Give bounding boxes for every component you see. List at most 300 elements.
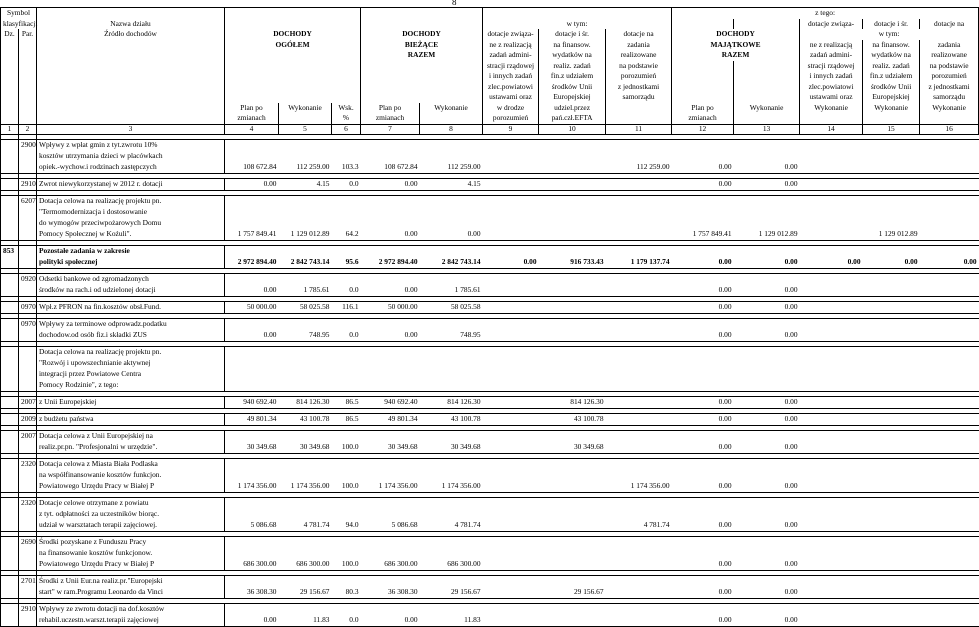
header-cell: Wykonanie [420,103,483,114]
value-cell: 0.00 [734,587,800,599]
value-cell [920,497,979,509]
value-cell [672,458,734,470]
source-name: polityki społecznej [37,257,225,269]
klasyfikacji-label: klasyfikacji [1,19,37,30]
value-cell: 0.00 [672,162,734,174]
value-cell [539,380,606,392]
value-cell [920,178,979,190]
value-cell [863,413,920,425]
value-cell [279,509,332,520]
value-cell [420,318,483,330]
header-cell [361,19,483,30]
header-cell [19,113,37,124]
dz-cell [1,330,19,342]
dz-cell [1,548,19,559]
value-cell: 686 300.00 [420,559,483,571]
value-cell: 0.00 [225,285,279,297]
header-cell: samorządu [920,92,979,103]
value-cell [483,139,539,151]
value-cell [734,273,800,285]
dz-cell [1,615,19,627]
value-cell [863,559,920,571]
value-cell [672,470,734,481]
value-cell [225,470,279,481]
value-cell [672,245,734,257]
header-cell [19,82,37,93]
value-cell [800,151,863,162]
value-cell [863,481,920,493]
dotacje-sr-label: fin.z udziałem [539,71,606,82]
source-name: dochodow.od osób fiz.i składki ZUS [37,330,225,342]
header-cell: dotacje związa- [800,19,863,30]
value-cell [483,245,539,257]
value-cell: 0.00 [800,257,863,269]
value-cell [863,245,920,257]
value-cell [672,536,734,548]
value-cell [279,195,332,207]
value-cell [420,195,483,207]
table-row [1,559,979,571]
value-cell [606,301,672,313]
value-cell [332,430,361,442]
header-cell: porozumień [920,71,979,82]
value-cell [361,548,420,559]
value-cell [920,587,979,599]
value-cell: 0.00 [672,520,734,532]
source-name: z tyt. odpłatności za uczestników biorąc. [37,509,225,520]
value-cell [606,430,672,442]
value-cell [800,346,863,358]
table-row [1,369,979,380]
value-cell: 4 781.74 [606,520,672,532]
value-cell: 4 781.74 [279,520,332,532]
header-cell [1,50,19,61]
value-cell [225,369,279,380]
symbol-label: Symbol [1,8,37,19]
value-cell: 0.00 [734,162,800,174]
value-cell: 11.83 [279,615,332,627]
value-cell [672,369,734,380]
value-cell [734,218,800,229]
value-cell: 86.5 [332,413,361,425]
value-cell: 0.00 [672,615,734,627]
value-cell [920,615,979,627]
table-row [1,301,979,313]
value-cell [225,207,279,218]
header-cell [734,92,800,103]
table-row [1,396,979,408]
value-cell [332,195,361,207]
value-cell [920,470,979,481]
header-row [1,92,979,103]
header-cell [19,61,37,72]
header-cell: zlec.powiatowi [800,82,863,93]
column-number: 6 [332,124,361,134]
value-cell: 0.00 [672,330,734,342]
header-cell: Wykonanie [863,103,920,114]
value-cell [279,318,332,330]
value-cell [420,346,483,358]
value-cell [483,536,539,548]
source-name: integracji przez Powiatowe Centra [37,369,225,380]
value-cell [361,497,420,509]
header-cell: udziel.przez [539,103,606,114]
value-cell [606,559,672,571]
value-cell [800,195,863,207]
value-cell: 64.2 [332,229,361,241]
value-cell [672,346,734,358]
dz-cell [1,575,19,587]
value-cell [332,575,361,587]
header-row [1,103,979,114]
value-cell [800,587,863,599]
value-cell: 1 174 356.00 [361,481,420,493]
header-row [1,82,979,93]
par-cell [19,509,37,520]
value-cell [734,497,800,509]
value-cell [420,575,483,587]
budget-table [0,7,979,627]
value-cell: 5 086.68 [361,520,420,532]
source-name: Dotacja celowa na realizację projektu pn. [37,195,225,207]
value-cell [483,162,539,174]
header-cell: środków Unii [863,82,920,93]
value-cell [800,318,863,330]
value-cell [734,430,800,442]
value-cell [800,615,863,627]
value-cell: 4.15 [279,178,332,190]
value-cell: 86.5 [332,396,361,408]
header-cell: zmianach [225,113,279,124]
value-cell: 29 156.67 [539,587,606,599]
value-cell [800,139,863,151]
value-cell: 1 129 012.89 [734,229,800,241]
par-cell: 0920 [19,273,37,285]
value-cell: 0.00 [361,229,420,241]
dz-cell [1,178,19,190]
table-row [1,520,979,532]
value-cell [920,413,979,425]
value-cell [606,497,672,509]
value-cell: 0.00 [672,413,734,425]
value-cell: 1 129 012.89 [279,229,332,241]
header-cell: Plan po [225,103,279,114]
value-cell [279,458,332,470]
par-cell: 0970 [19,301,37,313]
header-cell: na podstawie [920,61,979,72]
source-name: Środki z Unii Eur.na realiz.pr."Europejski [37,575,225,587]
value-cell: 43 100.78 [279,413,332,425]
header-row [1,50,979,61]
value-cell [279,380,332,392]
value-cell [800,520,863,532]
value-cell: 0.00 [361,330,420,342]
value-cell [361,358,420,369]
source-name: Zwrot niewykorzystanej w 2012 r. dotacji [37,178,225,190]
table-row [1,346,979,358]
value-cell: 916 733.43 [539,257,606,269]
header-cell [672,82,734,93]
value-cell [800,178,863,190]
header-cell [672,92,734,103]
dz-cell [1,257,19,269]
value-cell [606,536,672,548]
source-name: Powiatowego Urzędu Pracy w Białej P [37,559,225,571]
value-cell [800,548,863,559]
header-cell [19,40,37,51]
table-row [1,458,979,470]
value-cell [279,358,332,369]
value-cell [539,207,606,218]
value-cell [279,430,332,442]
source-name: Dotacja celowa na realizację projektu pn. [37,346,225,358]
value-cell: 0.00 [672,285,734,297]
value-cell [734,369,800,380]
value-cell [606,369,672,380]
value-cell [483,218,539,229]
value-cell: 940 692.40 [361,396,420,408]
header-cell: w drodze [483,103,539,114]
value-cell [920,285,979,297]
value-cell [863,615,920,627]
par-cell: 2690 [19,536,37,548]
value-cell: 1 174 356.00 [606,481,672,493]
header-cell: stracji rządowej [800,61,863,72]
value-cell [279,575,332,587]
value-cell [606,509,672,520]
column-number: 14 [800,124,863,134]
table-row [1,245,979,257]
value-cell [539,139,606,151]
value-cell: 0.00 [361,285,420,297]
value-cell: 43 100.78 [539,413,606,425]
value-cell: 814 126.30 [539,396,606,408]
column-number: 8 [420,124,483,134]
table-row [1,548,979,559]
value-cell: 814 126.30 [279,396,332,408]
value-cell [420,207,483,218]
table-row [1,575,979,587]
value-cell [920,603,979,615]
table-row [1,430,979,442]
value-cell [483,615,539,627]
par-cell: 2900 [19,139,37,151]
value-cell [920,396,979,408]
value-cell [606,330,672,342]
source-name: Pomocy Rodzinie", z tego: [37,380,225,392]
value-cell [225,346,279,358]
value-cell: 1 785.61 [279,285,332,297]
value-cell [332,139,361,151]
value-cell [863,575,920,587]
value-cell [800,575,863,587]
header-cell [19,71,37,82]
column-number: 15 [863,124,920,134]
value-cell [225,151,279,162]
value-cell: 0.00 [734,285,800,297]
value-cell [539,458,606,470]
value-cell [863,207,920,218]
value-cell [734,207,800,218]
value-cell [606,548,672,559]
value-cell [734,536,800,548]
value-cell [734,318,800,330]
value-cell: 686 300.00 [225,559,279,571]
value-cell [606,346,672,358]
header-cell: dotacje na [920,19,979,30]
value-cell: 11.83 [420,615,483,627]
value-cell [734,245,800,257]
dz-cell [1,369,19,380]
header-cell: ne z realizacją [800,40,863,51]
value-cell: 2 842 743.14 [279,257,332,269]
dz-cell [1,229,19,241]
dotacje-sr-label: środków Unii [539,82,606,93]
value-cell [920,380,979,392]
value-cell [225,536,279,548]
value-cell [672,207,734,218]
par-cell [19,162,37,174]
header-cell: fin.z udziałem [863,71,920,82]
value-cell: 0.00 [672,396,734,408]
value-cell [734,603,800,615]
dotacje-zwiazane-label: dotacje związa- [483,29,539,40]
dotacje-zwiazane-label: zlec.powiatowi [483,82,539,93]
value-cell: 0.00 [734,442,800,454]
value-cell [920,458,979,470]
value-cell [539,330,606,342]
header-cell [279,113,332,124]
column-number: 16 [920,124,979,134]
header-cell [37,40,225,51]
value-cell [225,603,279,615]
table-body [1,134,979,626]
par-cell [19,587,37,599]
value-cell [920,442,979,454]
value-cell: 0.00 [672,559,734,571]
value-cell: 29 156.67 [420,587,483,599]
header-cell: % [332,113,361,124]
z-tego-label: z tego: [672,8,979,19]
value-cell [361,575,420,587]
value-cell [361,509,420,520]
value-cell [920,151,979,162]
value-cell [606,442,672,454]
value-cell [279,548,332,559]
value-cell [539,195,606,207]
column-number: 2 [19,124,37,134]
header-cell [37,8,225,19]
dz-cell [1,536,19,548]
value-cell: 0.00 [672,178,734,190]
value-cell [863,548,920,559]
value-cell [539,509,606,520]
value-cell: 30 349.68 [225,442,279,454]
value-cell [225,509,279,520]
dz-label: Dz. [1,29,19,40]
header-cell [1,113,19,124]
value-cell [420,369,483,380]
value-cell [800,229,863,241]
column-number: 1 [1,124,19,134]
header-cell: zadania [920,40,979,51]
value-cell [483,413,539,425]
header-cell [37,113,225,124]
dotacje-sr-label: Europejskiej [539,92,606,103]
value-cell [800,330,863,342]
nazwa-dzialu-label: Nazwa działu [37,19,225,30]
value-cell [279,346,332,358]
razem-majatkowe-title: RAZEM [672,50,800,61]
value-cell [863,470,920,481]
value-cell [420,139,483,151]
dz-cell [1,358,19,369]
par-cell [19,615,37,627]
value-cell [672,380,734,392]
value-cell [863,139,920,151]
value-cell: 50 000.00 [361,301,420,313]
value-cell [606,413,672,425]
value-cell [672,358,734,369]
par-cell [19,218,37,229]
value-cell [734,380,800,392]
value-cell: 94.0 [332,520,361,532]
par-label: Par. [19,29,37,40]
table-row [1,587,979,599]
ogolem-title: OGÓŁEM [225,40,361,51]
value-cell: 100.0 [332,442,361,454]
value-cell [420,273,483,285]
header-cell: Wykonanie [920,103,979,114]
value-cell [279,218,332,229]
value-cell [483,380,539,392]
value-cell [734,509,800,520]
source-name: rehabil.uczestn.warszt.terapii zajęciowej [37,615,225,627]
header-cell [37,82,225,93]
value-cell: 0.00 [734,330,800,342]
value-cell [863,369,920,380]
value-cell: 29 156.67 [279,587,332,599]
value-cell [606,151,672,162]
dz-cell [1,380,19,392]
header-cell: porozumień [483,113,539,124]
value-cell [420,218,483,229]
par-cell [19,470,37,481]
value-cell [332,536,361,548]
par-cell [19,548,37,559]
dotacje-zwiazane-label: stracji rządowej [483,61,539,72]
value-cell [361,430,420,442]
header-cell [672,71,734,82]
value-cell [606,139,672,151]
value-cell [420,430,483,442]
value-cell [920,575,979,587]
value-cell [800,603,863,615]
value-cell: 30 349.68 [420,442,483,454]
value-cell [332,358,361,369]
value-cell: 103.3 [332,162,361,174]
source-name: start" w ram.Programu Leonardo da Vinci [37,587,225,599]
value-cell: 30 349.68 [279,442,332,454]
header-cell [734,61,800,72]
value-cell: 686 300.00 [361,559,420,571]
value-cell [332,207,361,218]
value-cell [606,380,672,392]
value-cell [606,195,672,207]
value-cell: 30 349.68 [539,442,606,454]
source-name: Środki pozyskane z Funduszu Pracy [37,536,225,548]
par-cell [19,285,37,297]
